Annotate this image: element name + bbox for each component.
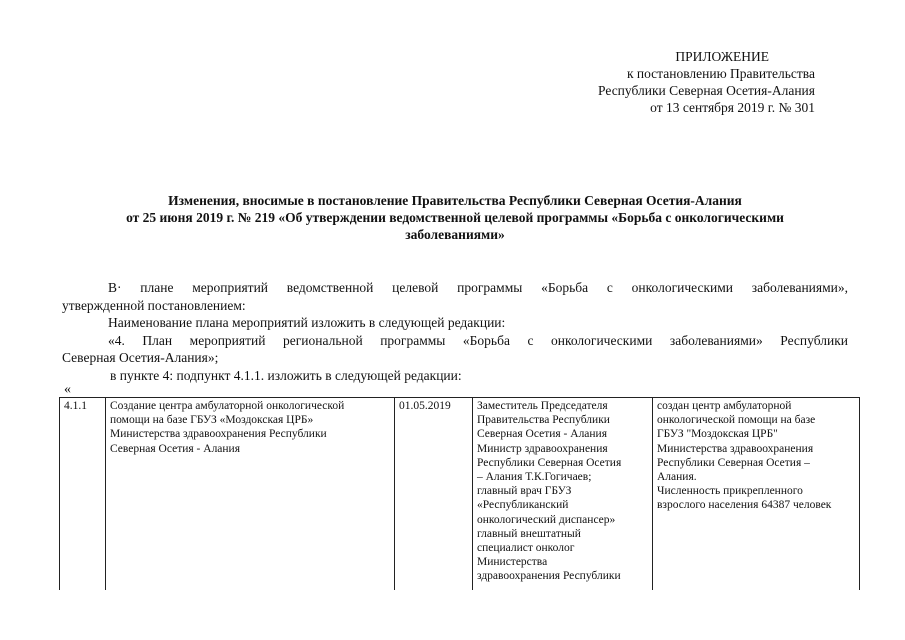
responsible-line: Республики Северная Осетия: [477, 456, 622, 469]
responsible-line: «Республиканский: [477, 499, 569, 512]
plan-table: [59, 397, 860, 590]
opening-quote: «: [64, 382, 71, 397]
name-line: помощи на базе ГБУЗ «Моздокская ЦРБ»: [110, 414, 314, 427]
paragraph: Северная Осетия-Алания»;: [62, 350, 219, 365]
item-number: 4.1.1: [64, 400, 87, 412]
result-line: Численность прикрепленного: [657, 485, 803, 498]
cell-number: [60, 398, 106, 590]
heading-line: заболеваниями»: [405, 227, 505, 242]
appendix-block: [515, 48, 815, 116]
responsible-line: Северная Осетия - Алания: [477, 428, 608, 441]
paragraph: в пункте 4: подпункт 4.1.1. изложить в следующей редакции:: [110, 367, 462, 383]
result-line: ГБУЗ "Моздокская ЦРБ": [657, 428, 778, 441]
result-line: Республики Северная Осетия –: [657, 456, 810, 469]
appendix-title: ПРИЛОЖЕНИЕ: [675, 49, 769, 64]
appendix-line: Республики Северная Осетия-Алания: [598, 83, 815, 98]
responsible-line: специалист онколог: [477, 542, 575, 555]
heading-line: от 25 июня 2019 г. № 219 «Об утверждении ведомственной целевой программы «Борьба с онкологическими: [126, 210, 784, 225]
result-line: Министерства здравоохранения: [657, 442, 814, 455]
responsible-line: – Алания Т.К.Гогичаев;: [477, 471, 592, 484]
table-row: [60, 398, 860, 590]
date-value: 01.05.2019: [399, 400, 451, 412]
document-body: [62, 279, 848, 384]
result-line: взрослого населения 64387 человек: [657, 499, 832, 512]
appendix-date: от 13 сентября 2019 г. № 301: [650, 100, 815, 115]
name-line: Создание центра амбулаторной онкологической: [110, 400, 345, 412]
document-heading: [60, 192, 850, 243]
paragraph: Наименование плана мероприятий изложить в следующей редакции:: [108, 315, 506, 330]
responsible-line: главный врач ГБУЗ: [477, 485, 572, 498]
name-line: Министерства здравоохранения Республики: [110, 428, 327, 441]
cell-name: [106, 398, 395, 590]
responsible-line: онкологический диспансер»: [477, 513, 616, 526]
paragraph: «4. План мероприятий региональной программы «Борьба с онкологическими заболеваниями» Республики: [108, 332, 848, 348]
cell-responsible: [473, 398, 653, 590]
responsible-line: Правительства Республики: [477, 414, 610, 427]
cell-date: [395, 398, 473, 590]
responsible-line: Заместитель Председателя: [477, 400, 608, 412]
result-line: Алания.: [657, 471, 697, 484]
paragraph: утвержденной постановлением:: [62, 297, 246, 313]
result-line: создан центр амбулаторной: [657, 400, 792, 412]
name-line: Северная Осетия - Алания: [110, 442, 241, 455]
cell-result: [653, 398, 860, 590]
responsible-line: Министерства: [477, 556, 548, 569]
responsible-line: главный внештатный: [477, 527, 581, 540]
responsible-line: Министр здравоохранения: [477, 442, 608, 455]
heading-line: Изменения, вносимые в постановление Правительства Республики Северная Осетия-Алания: [168, 193, 742, 208]
responsible-line: здравоохранения Республики: [477, 570, 621, 583]
paragraph: В· плане мероприятий ведомственной целевой программы «Борьба с онкологическими заболеваниями»,: [108, 280, 848, 295]
result-line: онкологической помощи на базе: [657, 414, 816, 427]
appendix-line: к постановлению Правительства: [626, 66, 815, 81]
